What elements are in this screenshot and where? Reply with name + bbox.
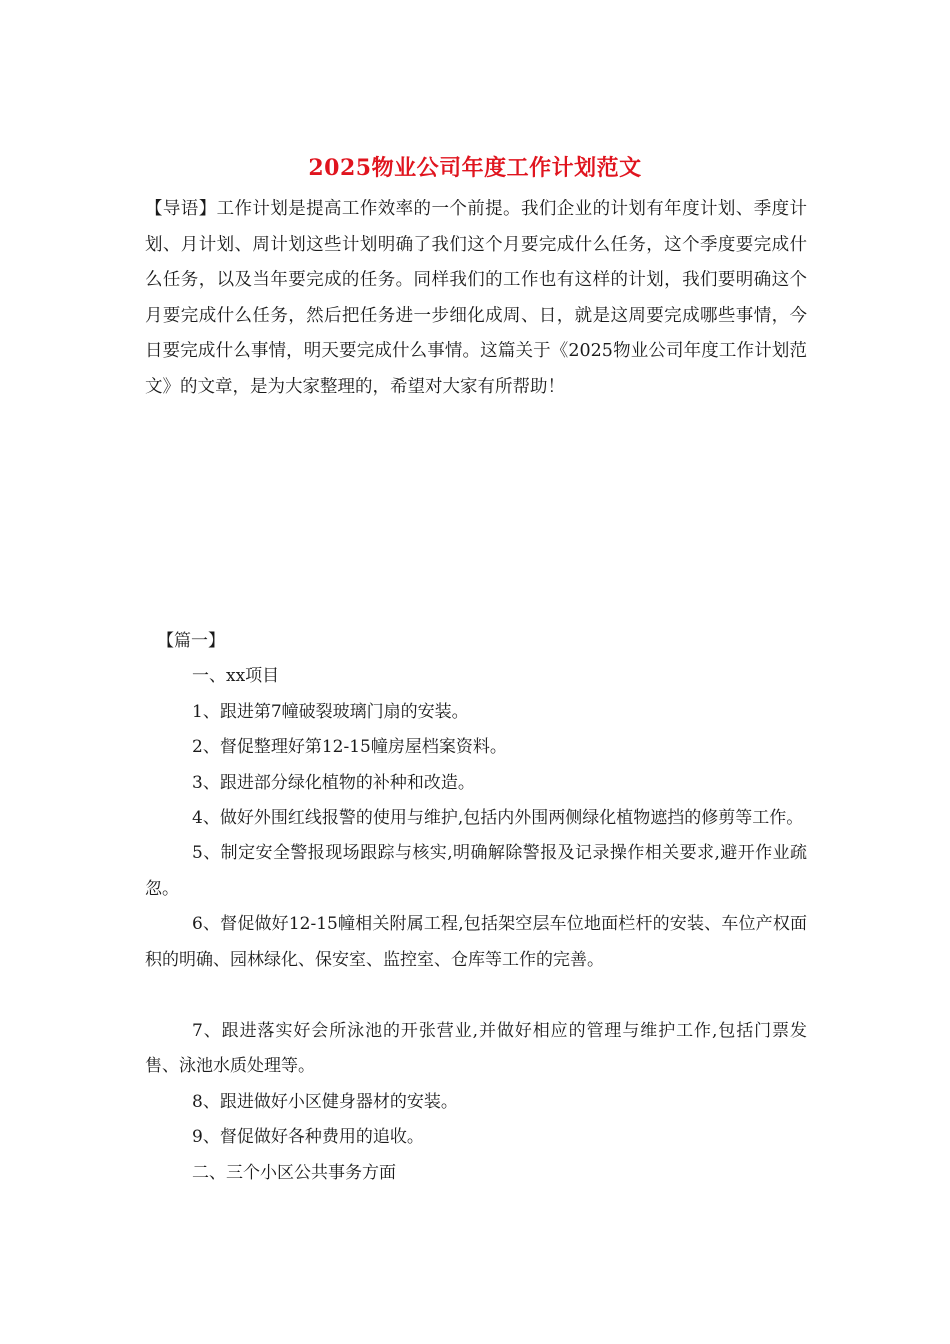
document-title: 2025物业公司年度工作计划范文 <box>308 155 642 181</box>
list-item: 4、做好外围红线报警的使用与维护,包括内外围两侧绿化植物遮挡的修剪等工作。 <box>192 808 804 829</box>
list-item: 5、制定安全警报现场跟踪与核实,明确解除警报及记录操作相关要求,避开作业疏忽。 <box>145 843 807 899</box>
list-item: 2、督促整理好第12-15幢房屋档案资料。 <box>192 737 507 758</box>
list-item: 1、跟进第7幢破裂玻璃门扇的安装。 <box>192 701 469 722</box>
heading-xx-project: 一、xx项目 <box>192 666 280 687</box>
section-label: 【篇一】 <box>157 631 225 651</box>
list-item: 8、跟进做好小区健身器材的安装。 <box>192 1091 458 1112</box>
heading-public-affairs: 二、三个小区公共事务方面 <box>192 1162 396 1183</box>
intro-paragraph: 【导语】工作计划是提高工作效率的一个前提。我们企业的计划有年度计划、季度计划、月计划、周计划这些计划明确了我们这个月要完成什么任务，这个季度要完成什么任务，以及当年要完成的任务。同样我们的工作也有这样的计划，我们要明确这个月要完成什么任务，然后把任务进一步细化成周、日，就是这周要完成哪些事情，今日要完成什么事情，明天要完成什么事情。这篇关于《2025物业公司年度工作计划范文》的文章，是为大家整理的，希望对大家有所帮助！ <box>145 199 807 397</box>
list-item: 7、跟进落实好会所泳池的开张营业,并做好相应的管理与维护工作,包括门票发售、泳池水质处理等。 <box>145 1021 807 1077</box>
list-item: 6、督促做好12-15幢相关附属工程,包括架空层车位地面栏杆的安装、车位产权面积的明确、园林绿化、保安室、监控室、仓库等工作的完善。 <box>145 914 807 970</box>
list-item: 9、督促做好各种费用的追收。 <box>192 1127 424 1148</box>
document-body <box>145 624 807 1191</box>
list-item: 3、跟进部分绿化植物的补种和改造。 <box>192 772 475 793</box>
